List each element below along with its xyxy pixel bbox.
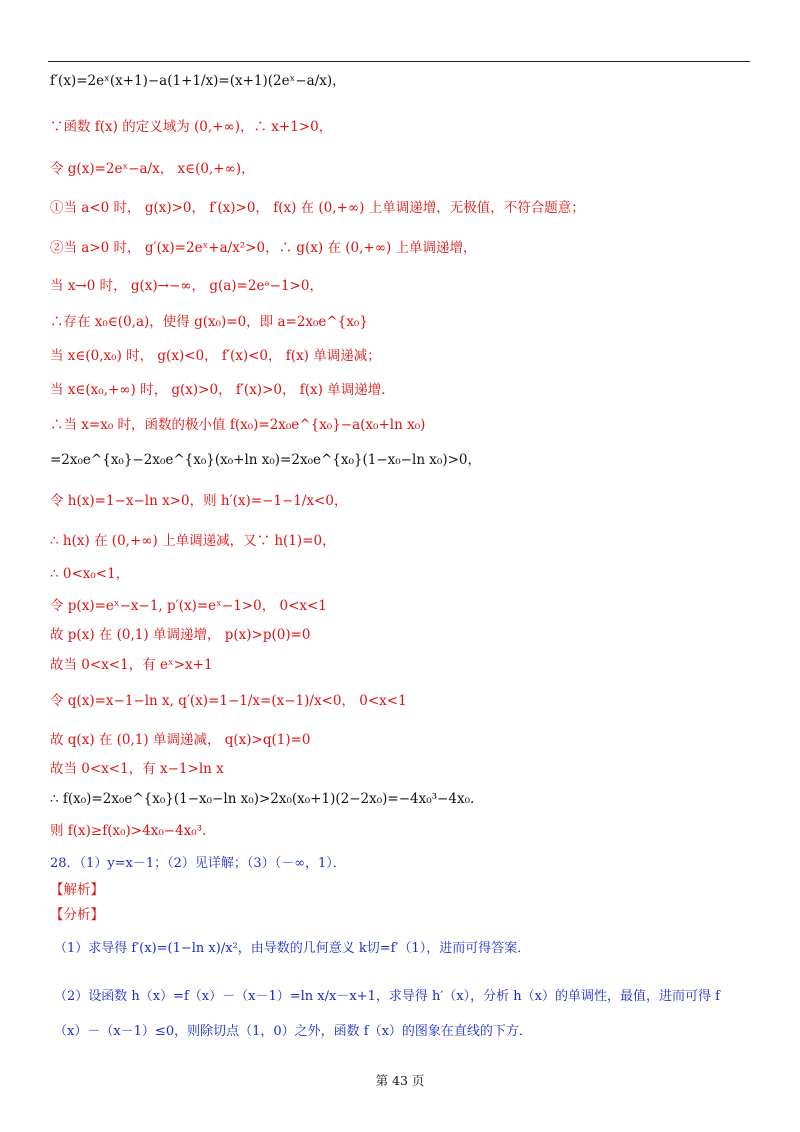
solution-line-14: ∴ 0<x₀<1， (50, 566, 130, 582)
solution-line-18: 令 q(x)=x−1−ln x, q′(x)=1−1/x=(x−1)/x<0， 0<x<1 (50, 693, 407, 709)
solution-line-4: ①当 a<0 时， g(x)>0， f′(x)>0， f(x) 在 (0,+∞) 上单调递增，无极值，不符合题意； (50, 200, 585, 216)
solution-line-1: f′(x)=2eˣ(x+1)−a(1+1/x)=(x+1)(2eˣ−a/x)， (50, 73, 346, 89)
section-fenxi: 【分析】 (50, 907, 104, 923)
solution-line-9: 当 x∈(x₀,+∞) 时， g(x)>0， f′(x)>0， f(x) 单调递增. (50, 382, 386, 398)
solution-line-22: 则 f(x)≥f(x₀)>4x₀−4x₀³. (50, 823, 207, 839)
solution-line-13: ∴ h(x) 在 (0,+∞) 上单调递减，又∵ h(1)=0， (50, 533, 336, 549)
solution-line-11: =2x₀e^{x₀}−2x₀e^{x₀}(x₀+ln x₀)=2x₀e^{x₀}(1−x₀−ln x₀)>0， (50, 452, 481, 468)
solution-line-19: 故 q(x) 在 (0,1) 单调递减， q(x)>q(1)=0 (50, 732, 311, 748)
solution-line-16: 故 p(x) 在 (0,1) 单调递增， p(x)>p(0)=0 (50, 627, 311, 643)
answer-28: 28．（1）y=x－1；（2）见详解；（3）（－∞，1）． (50, 856, 346, 871)
solution-line-7: ∴存在 x₀∈(0,a)，使得 g(x₀)=0，即 a=2x₀e^{x₀} (50, 314, 368, 330)
header-rule (48, 61, 750, 62)
solution-line-21: ∴ f(x₀)=2x₀e^{x₀}(1−x₀−ln x₀)>2x₀(x₀+1)(2−2x₀)=−4x₀³−4x₀. (50, 791, 475, 807)
section-jiexi: 【解析】 (50, 882, 104, 898)
solution-line-17: 故当 0<x<1，有 eˣ>x+1 (50, 657, 213, 673)
analysis-2b: （x）－（x－1）≤0，则除切点（1，0）之外，函数 f（x）的图象在直线的下方． (54, 1024, 532, 1039)
page-footer: 第 43 页 (375, 1073, 425, 1088)
solution-line-12: 令 h(x)=1−x−ln x>0，则 h′(x)=−1−1/x<0， (50, 493, 348, 509)
solution-line-8: 当 x∈(0,x₀) 时， g(x)<0， f′(x)<0， f(x) 单调递减； (50, 348, 381, 364)
solution-line-15: 令 p(x)=eˣ−x−1, p′(x)=eˣ−1>0， 0<x<1 (50, 598, 327, 614)
solution-line-10: ∴当 x=x₀ 时，函数的极小值 f(x₀)=2x₀e^{x₀}−a(x₀+ln x₀) (50, 417, 426, 433)
solution-line-6: 当 x→0 时， g(x)→−∞， g(a)=2eᵃ−1>0， (50, 278, 323, 294)
solution-line-5: ②当 a>0 时， g′(x)=2eˣ+a/x²>0，∴ g(x) 在 (0,+∞) 上单调递增， (50, 240, 477, 256)
solution-line-2: ∵函数 f(x) 的定义域为 (0,+∞)，∴ x+1>0， (50, 119, 333, 135)
solution-line-3: 令 g(x)=2eˣ−a/x， x∈(0,+∞)， (50, 161, 255, 177)
analysis-2a: （2）设函数 h（x）=f（x）－（x－1）=ln x/x－x+1，求导得 h′（x），分析 h（x）的单调性，最值，进而可得 f (54, 989, 720, 1004)
solution-line-20: 故当 0<x<1，有 x−1>ln x (50, 761, 224, 777)
analysis-1: （1）求导得 f′(x)=(1−ln x)/x²，由导数的几何意义 k切=f′（1），进而可得答案． (54, 941, 531, 956)
